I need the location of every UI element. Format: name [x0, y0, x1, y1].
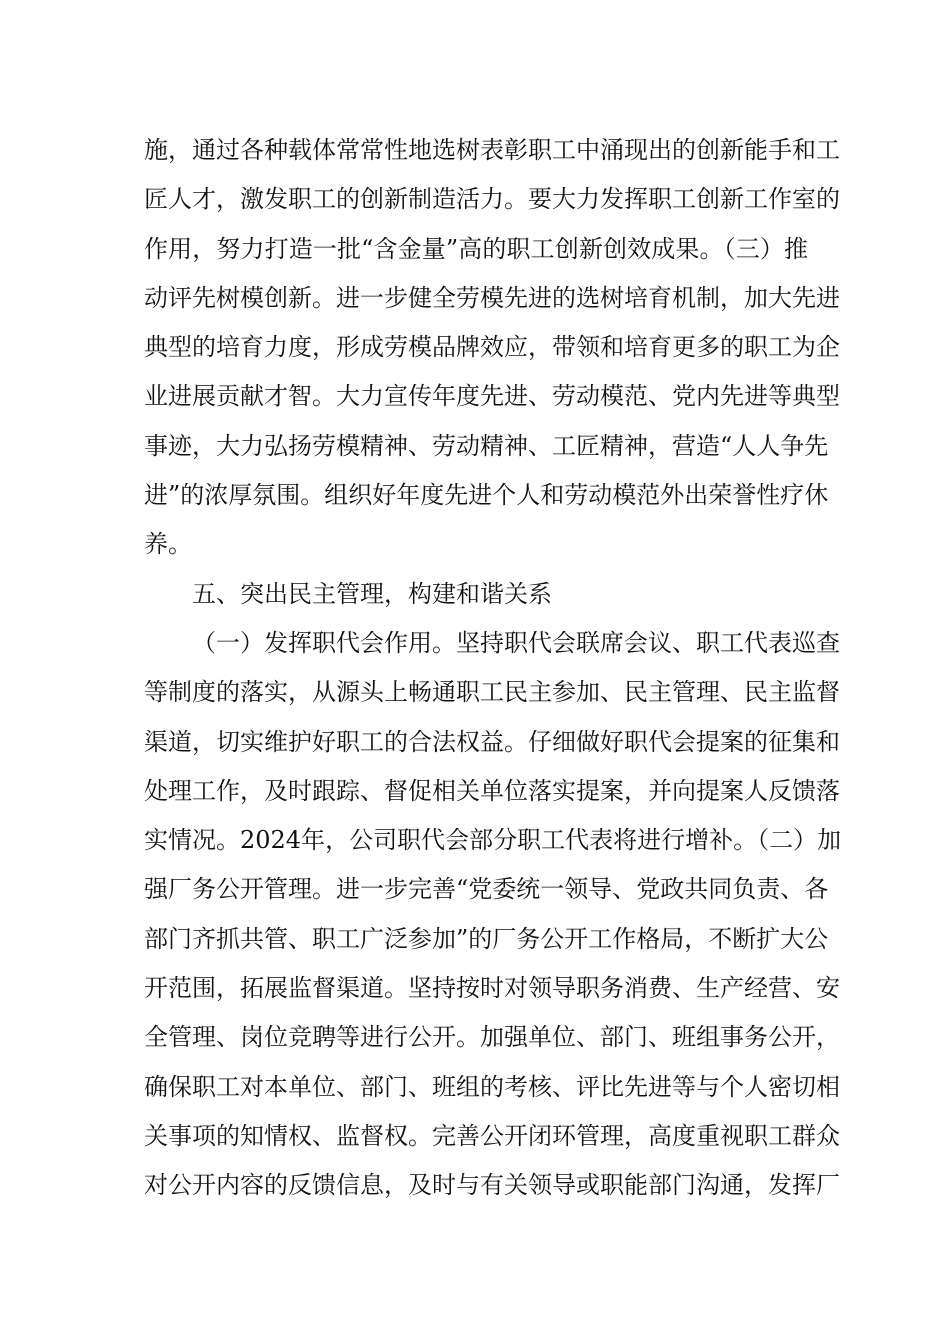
text-line: 作用，努力打造一批“含金量”高的职工创新创效成果。（三）推: [144, 234, 808, 263]
text-line: 关事项的知情权、监督权。完善公开闭环管理，高度重视职工群众: [144, 1121, 840, 1150]
text-line: 强厂务公开管理。进一步完善“党委统一领导、党政共同负责、各: [144, 875, 829, 904]
text-line: 实情况。2024年，公司职代会部分职工代表将进行增补。（二）加: [144, 826, 842, 855]
text-line: 典型的培育力度，形成劳模品牌效应，带领和培育更多的职工为企: [144, 333, 840, 362]
text-line: 处理工作，及时跟踪、督促相关单位落实提案，并向提案人反馈落: [144, 776, 840, 805]
section-heading: 五、突出民主管理，构建和谐关系: [192, 579, 552, 608]
body-text: [144, 132, 842, 1217]
text-line: 动评先树模创新。进一步健全劳模先进的选树培育机制，加大先进: [144, 283, 840, 312]
text-line: 部门齐抓共管、职工广泛参加”的厂务公开工作格局，不断扩大公: [144, 924, 829, 953]
text-line: 对公开内容的反馈信息，及时与有关领导或职能部门沟通，发挥厂: [144, 1171, 840, 1200]
text-line: 匠人才，激发职工的创新制造活力。要大力发挥职工创新工作室的: [144, 185, 840, 214]
text-line: 等制度的落实，从源头上畅通职工民主参加、民主管理、民主监督: [144, 678, 840, 707]
text-line: 渠道，切实维护好职工的合法权益。仔细做好职代会提案的征集和: [144, 727, 840, 756]
text-line: 确保职工对本单位、部门、班组的考核、评比先进等与个人密切相: [144, 1072, 840, 1101]
text-line: 业进展贡献才智。大力宣传年度先进、劳动模范、党内先进等典型: [144, 382, 840, 411]
text-line: （一）发挥职代会作用。坚持职代会联席会议、职工代表巡查: [192, 628, 840, 657]
text-line: 进”的浓厚氛围。组织好年度先进个人和劳动模范外出荣誉性疗休: [144, 481, 829, 510]
text-line: 开范围，拓展监督渠道。坚持按时对领导职务消费、生产经营、安: [144, 974, 840, 1003]
text-line: 施，通过各种载体常常性地选树表彰职工中涌现出的创新能手和工: [144, 136, 840, 164]
text-line: 事迹，大力弘扬劳模精神、劳动精神、工匠精神，营造“人人争先: [144, 431, 829, 460]
text-line: 全管理、岗位竞聘等进行公开。加强单位、部门、班组事务公开，: [144, 1023, 840, 1052]
text-line: 养。: [144, 530, 192, 559]
